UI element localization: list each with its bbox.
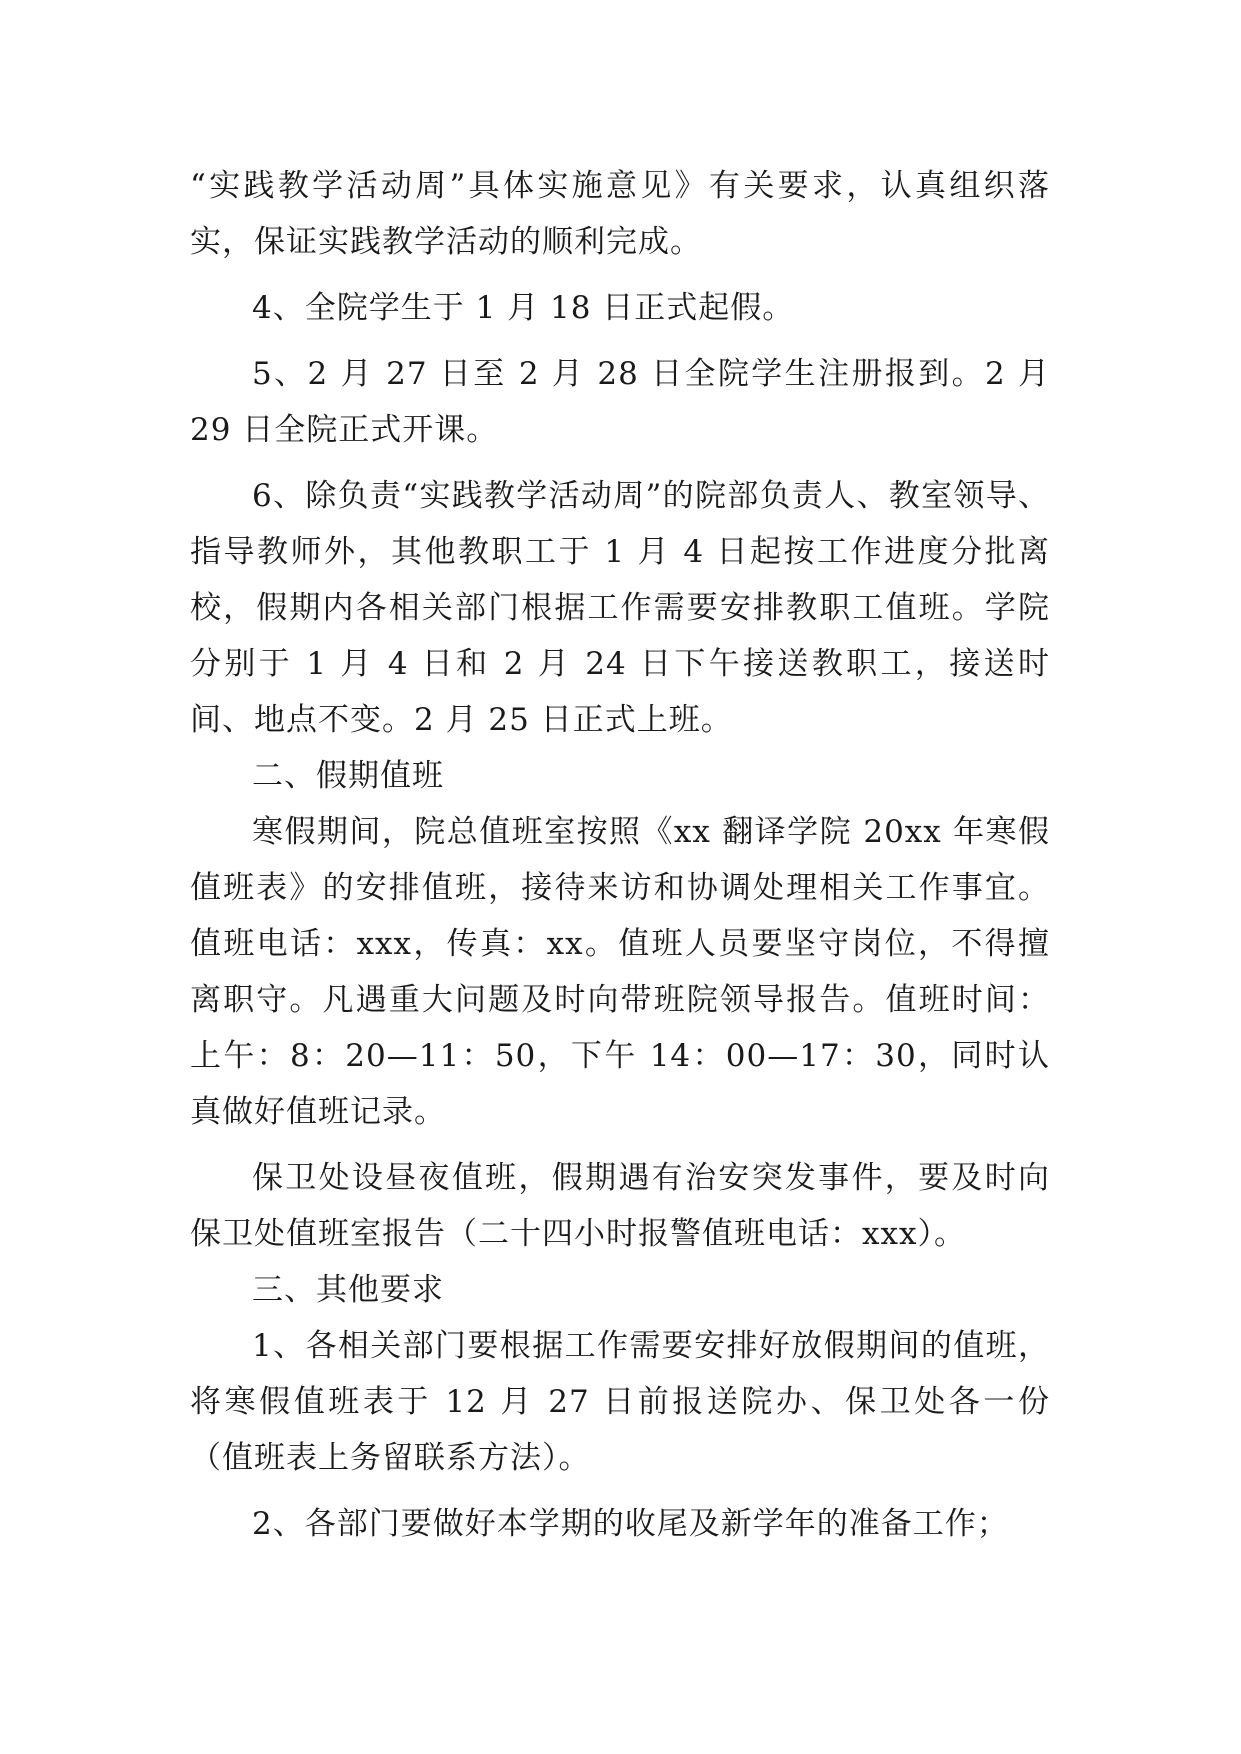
paragraph-item-4: 4、全院学生于 1 月 18 日正式起假。 <box>252 290 795 326</box>
section-heading-duty: 二、假期值班 <box>252 758 444 794</box>
paragraph-security-duty: 保卫处设昼夜值班，假期遇有治安突发事件，要及时向保卫处值班室报告（二十四小时报警值班电话：xxx）。 <box>190 1160 1050 1252</box>
paragraph-item-6: 6、除负责“实践教学活动周”的院部负责人、教室领导、指导教师外，其他教职工于 1 月 4 日起按工作进度分批离校，假期内各相关部门根据工作需要安排教职工值班。学院分别于 1 月 4 日和 2 月 24 日下午接送教职工，接送时间、地点不变。2 月 25 日正式上班。 <box>190 478 1050 738</box>
paragraph-requirement-2: 2、各部门要做好本学期的收尾及新学年的准备工作； <box>252 1506 1009 1542</box>
paragraph-requirement-1: 1、各相关部门要根据工作需要安排好放假期间的值班，将寒假值班表于 12 月 27 日前报送院办、保卫处各一份（值班表上务留联系方法）。 <box>190 1328 1050 1476</box>
paragraph-continuation: “实践教学活动周”具体实施意见》有关要求，认真组织落实，保证实践教学活动的顺利完成。 <box>190 168 1050 260</box>
section-heading-other-requirements: 三、其他要求 <box>252 1272 444 1308</box>
paragraph-duty-schedule: 寒假期间，院总值班室按照《xx 翻译学院 20xx 年寒假值班表》的安排值班，接待来访和协调处理相关工作事宜。值班电话：xxx，传真：xx。值班人员要坚守岗位，不得擅离职守。凡遇重大问题及时向带班院领导报告。值班时间：上午：8：20—11：50，下午 14：00—17：30，同时认真做好值班记录。 <box>190 814 1050 1130</box>
paragraph-item-5: 5、2 月 27 日至 2 月 28 日全院学生注册报到。2 月 29 日全院正式开课。 <box>190 356 1061 448</box>
document-body <box>190 158 1061 1552</box>
